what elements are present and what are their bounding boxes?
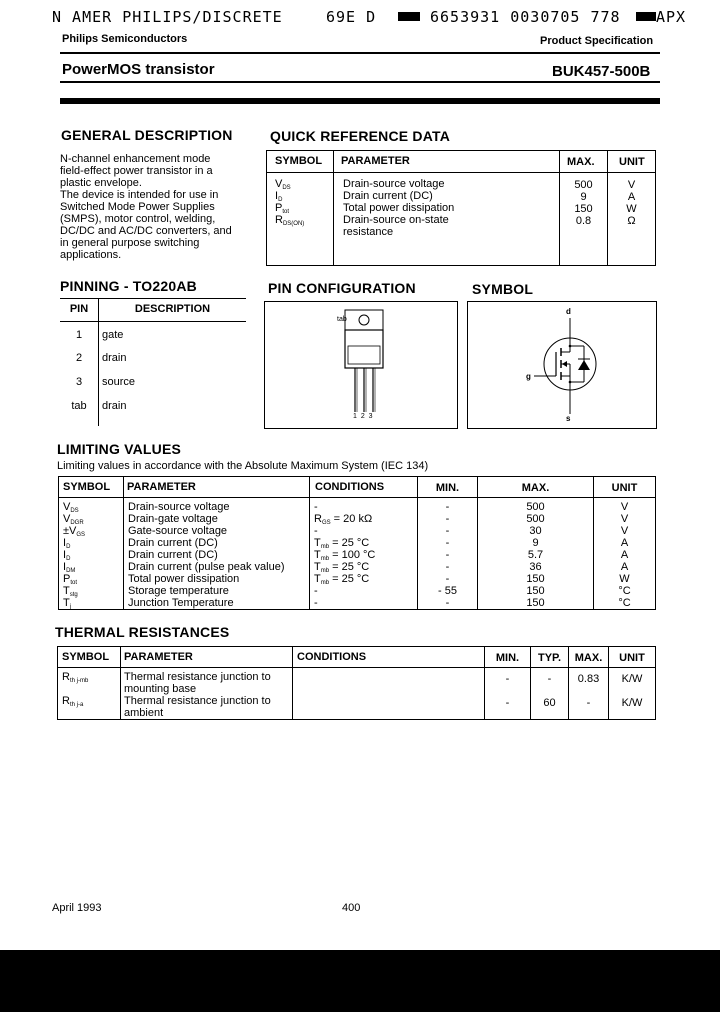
qr-param: Drain current (DC) [343,190,433,202]
qr-symbols [275,178,304,226]
lv-unit: °C [618,585,631,597]
limiting-values-title: LIMITING VALUES [57,441,182,457]
desc-line: field-effect power transistor in a [60,165,213,177]
qr-header-parameter: PARAMETER [341,155,410,167]
lv-header-unit: UNIT [611,482,638,494]
lv-min: - [445,525,450,537]
th-header-unit: UNIT [619,652,645,664]
pin-function: drain [102,400,127,412]
lv-symbol: $\pm V_{GS}$ [63,525,86,538]
lv-param: Gate-source voltage [128,525,228,537]
lv-unit: A [620,561,629,573]
th-param-line: mounting base [124,683,197,695]
lv-unit: W [619,573,630,585]
desc-line: DC/DC and AC/DC converters, and [60,225,232,237]
th-symbol: $R_{th j-mb}$ [62,671,89,684]
qr-unit: V [627,179,636,191]
lv-symbol: $T_j$ [63,597,72,610]
th-min: - [505,673,510,685]
lv-unit: A [620,549,629,561]
scan-header-code1: 69E D [326,8,377,26]
th-max: 0.83 [577,673,600,685]
lv-max: 30 [529,525,542,537]
th-param-line: Thermal resistance junction to [124,695,271,707]
lv-min: - [445,561,450,573]
desc-line: The device is intended for use in [60,189,219,201]
lv-parameters [128,501,285,609]
lv-param: Drain-gate voltage [128,513,218,525]
company-name: Philips Semiconductors [62,33,188,45]
qr-max-values [560,179,607,227]
desc-line: N-channel enhancement mode [60,153,211,165]
th-max: - [586,697,591,709]
source-label: s [566,414,571,423]
qr-symbol: $P_{tot}$ [275,202,290,215]
pin-number: tab [71,400,87,412]
pin-number: 3 [75,376,83,388]
qr-max: 9 [580,191,587,203]
drain-label: d [566,307,571,316]
qr-unit: Ω [627,215,636,227]
lv-param: Storage temperature [128,585,229,597]
th-min: - [505,697,510,709]
th-header-symbol: SYMBOL [62,651,110,663]
lv-max: 150 [526,585,545,597]
qr-header-unit: UNIT [619,156,645,168]
lv-min: - [445,501,450,513]
lv-max: 500 [526,513,545,525]
th-typ: - [547,673,552,685]
th-param-line: Thermal resistance junction to [124,671,271,683]
lv-unit: V [620,525,629,537]
lv-condition: $T_{mb} = 25$ °C [314,537,370,550]
lv-symbol: $I_D$ [63,549,71,562]
scan-block-2 [636,12,656,21]
mosfet-symbol-icon [468,302,656,428]
lv-unit: A [620,537,629,549]
lv-header-min: MIN. [435,482,460,494]
quick-reference-title: QUICK REFERENCE DATA [270,128,451,144]
symbol-title: SYMBOL [472,281,534,297]
tab-label: tab [337,316,347,323]
qr-max: 500 [574,179,593,191]
lv-symbol: $V_{DGR}$ [63,513,84,526]
lv-symbol: $T_{stg}$ [63,585,78,598]
header-rule-mid [60,81,660,83]
qr-param: Drain-source on-state [343,214,449,226]
gate-label: g [526,372,531,381]
pin-number: 2 [75,352,83,364]
qr-max: 0.8 [575,215,592,227]
lv-max: 150 [526,597,545,609]
scan-header-code3: APX [656,8,687,26]
th-param-line: ambient [124,707,164,719]
th-header-min: MIN. [495,652,520,664]
part-number: BUK457-500B [552,63,651,80]
qr-parameters [343,178,454,238]
qr-symbol: $V_{DS}$ [275,178,291,191]
lv-min: - [445,573,450,585]
lv-min: - [445,597,450,609]
pinning-table [60,298,246,426]
th-typ: 60 [543,697,556,709]
desc-line: applications. [60,249,122,261]
pin-function: source [102,376,136,388]
qr-unit: A [627,191,636,203]
th-header-max: MAX. [574,652,603,664]
desc-line: plastic envelope. [60,177,142,189]
footer-date: April 1993 [52,902,102,914]
pin-header: PIN [69,303,89,315]
lv-max: 9 [532,537,539,549]
pin-number: 1 [75,329,83,341]
desc-line: in general purpose switching [60,237,200,249]
pin-numbers-label: 1 2 3 [353,413,374,420]
product-type: PowerMOS transistor [62,61,215,78]
lv-param: Drain current (DC) [128,549,218,561]
lv-param: Drain current (pulse peak value) [128,561,285,573]
th-param [124,671,271,695]
qr-param: resistance [343,226,394,238]
th-unit: K/W [621,697,643,709]
lv-max-values [478,501,593,609]
thermal-title: THERMAL RESISTANCES [55,624,230,640]
lv-unit: V [620,501,629,513]
lv-param: Drain-source voltage [128,501,230,513]
th-param [124,695,271,719]
lv-condition: - [314,501,318,513]
limiting-values-table [58,476,656,610]
lv-conditions [314,501,375,609]
scan-header-code2: 6653931 0030705 778 [430,8,621,26]
qr-symbol: $R_{DS(ON)}$ [275,214,305,227]
scan-bottom-band [0,950,720,1012]
qr-header-max: MAX. [567,156,595,168]
desc-line: (SMPS), motor control, welding, [60,213,216,225]
thermal-table [57,646,656,720]
qr-unit: W [626,203,637,215]
pin-configuration-title: PIN CONFIGURATION [268,280,416,296]
lv-param: Drain current (DC) [128,537,218,549]
lv-min: - [445,549,450,561]
th-unit: K/W [621,673,643,685]
lv-condition: $T_{mb} = 100$ °C [314,549,376,562]
lv-symbol: $V_{DS}$ [63,501,79,514]
lv-max: 500 [526,501,545,513]
lv-condition: $T_{mb} = 25$ °C [314,573,370,586]
th-symbol: $R_{th j-a}$ [62,695,84,708]
pin-function: drain [102,352,127,364]
header-rule-thick [60,98,660,104]
pin-description-header: DESCRIPTION [134,303,211,315]
th-header-typ: TYP. [537,652,562,664]
lv-unit: V [620,513,629,525]
lv-header-symbol: SYMBOL [63,481,111,493]
th-header-parameter: PARAMETER [124,651,193,663]
lv-symbol: $I_D$ [63,537,71,550]
lv-condition: - [314,525,318,537]
general-description-text [60,153,255,261]
general-description-title: GENERAL DESCRIPTION [61,127,233,143]
lv-param: Total power dissipation [128,573,240,585]
th-header-conditions: CONDITIONS [297,651,367,663]
lv-condition: - [314,585,318,597]
lv-condition: $T_{mb} = 25$ °C [314,561,370,574]
lv-min-values [418,501,477,609]
qr-max: 150 [574,203,593,215]
lv-symbols [63,501,85,609]
lv-unit: °C [618,597,631,609]
page-number: 400 [342,902,361,914]
lv-header-parameter: PARAMETER [127,481,196,493]
lv-unit-values [594,501,655,609]
desc-line: Switched Mode Power Supplies [60,201,215,213]
lv-symbol: $I_{DM}$ [63,561,76,574]
lv-symbol: $P_{tot}$ [63,573,78,586]
lv-min: - [445,537,450,549]
header-rule-top [60,52,660,54]
lv-param: Junction Temperature [128,597,234,609]
qr-param: Total power dissipation [343,202,455,214]
mosfet-symbol-diagram [467,301,657,429]
lv-header-max: MAX. [521,482,550,494]
lv-max: 36 [529,561,542,573]
scan-block-1 [398,12,420,21]
lv-header-conditions: CONDITIONS [315,481,385,493]
qr-units [608,179,655,227]
pin-configuration-diagram [264,301,458,429]
qr-param: Drain-source voltage [343,178,445,190]
pin-function: gate [102,329,124,341]
lv-min: - [445,513,450,525]
lv-condition: - [314,597,318,609]
pinning-title: PINNING - TO220AB [60,278,197,294]
quick-reference-table [266,150,656,266]
lv-max: 5.7 [527,549,544,561]
doc-type: Product Specification [540,35,654,47]
qr-symbol: $I_D$ [275,190,283,203]
qr-header-symbol: SYMBOL [275,155,323,167]
lv-max: 150 [526,573,545,585]
scan-header-left: N AMER PHILIPS/DISCRETE [52,8,283,26]
limiting-values-subtitle: Limiting values in accordance with the Absolute Maximum System (IEC 134) [57,460,429,472]
lv-min: - 55 [438,585,457,597]
lv-condition: $R_{GS} = 20$ kΩ [314,513,373,526]
to220-package-drawing [265,302,457,428]
